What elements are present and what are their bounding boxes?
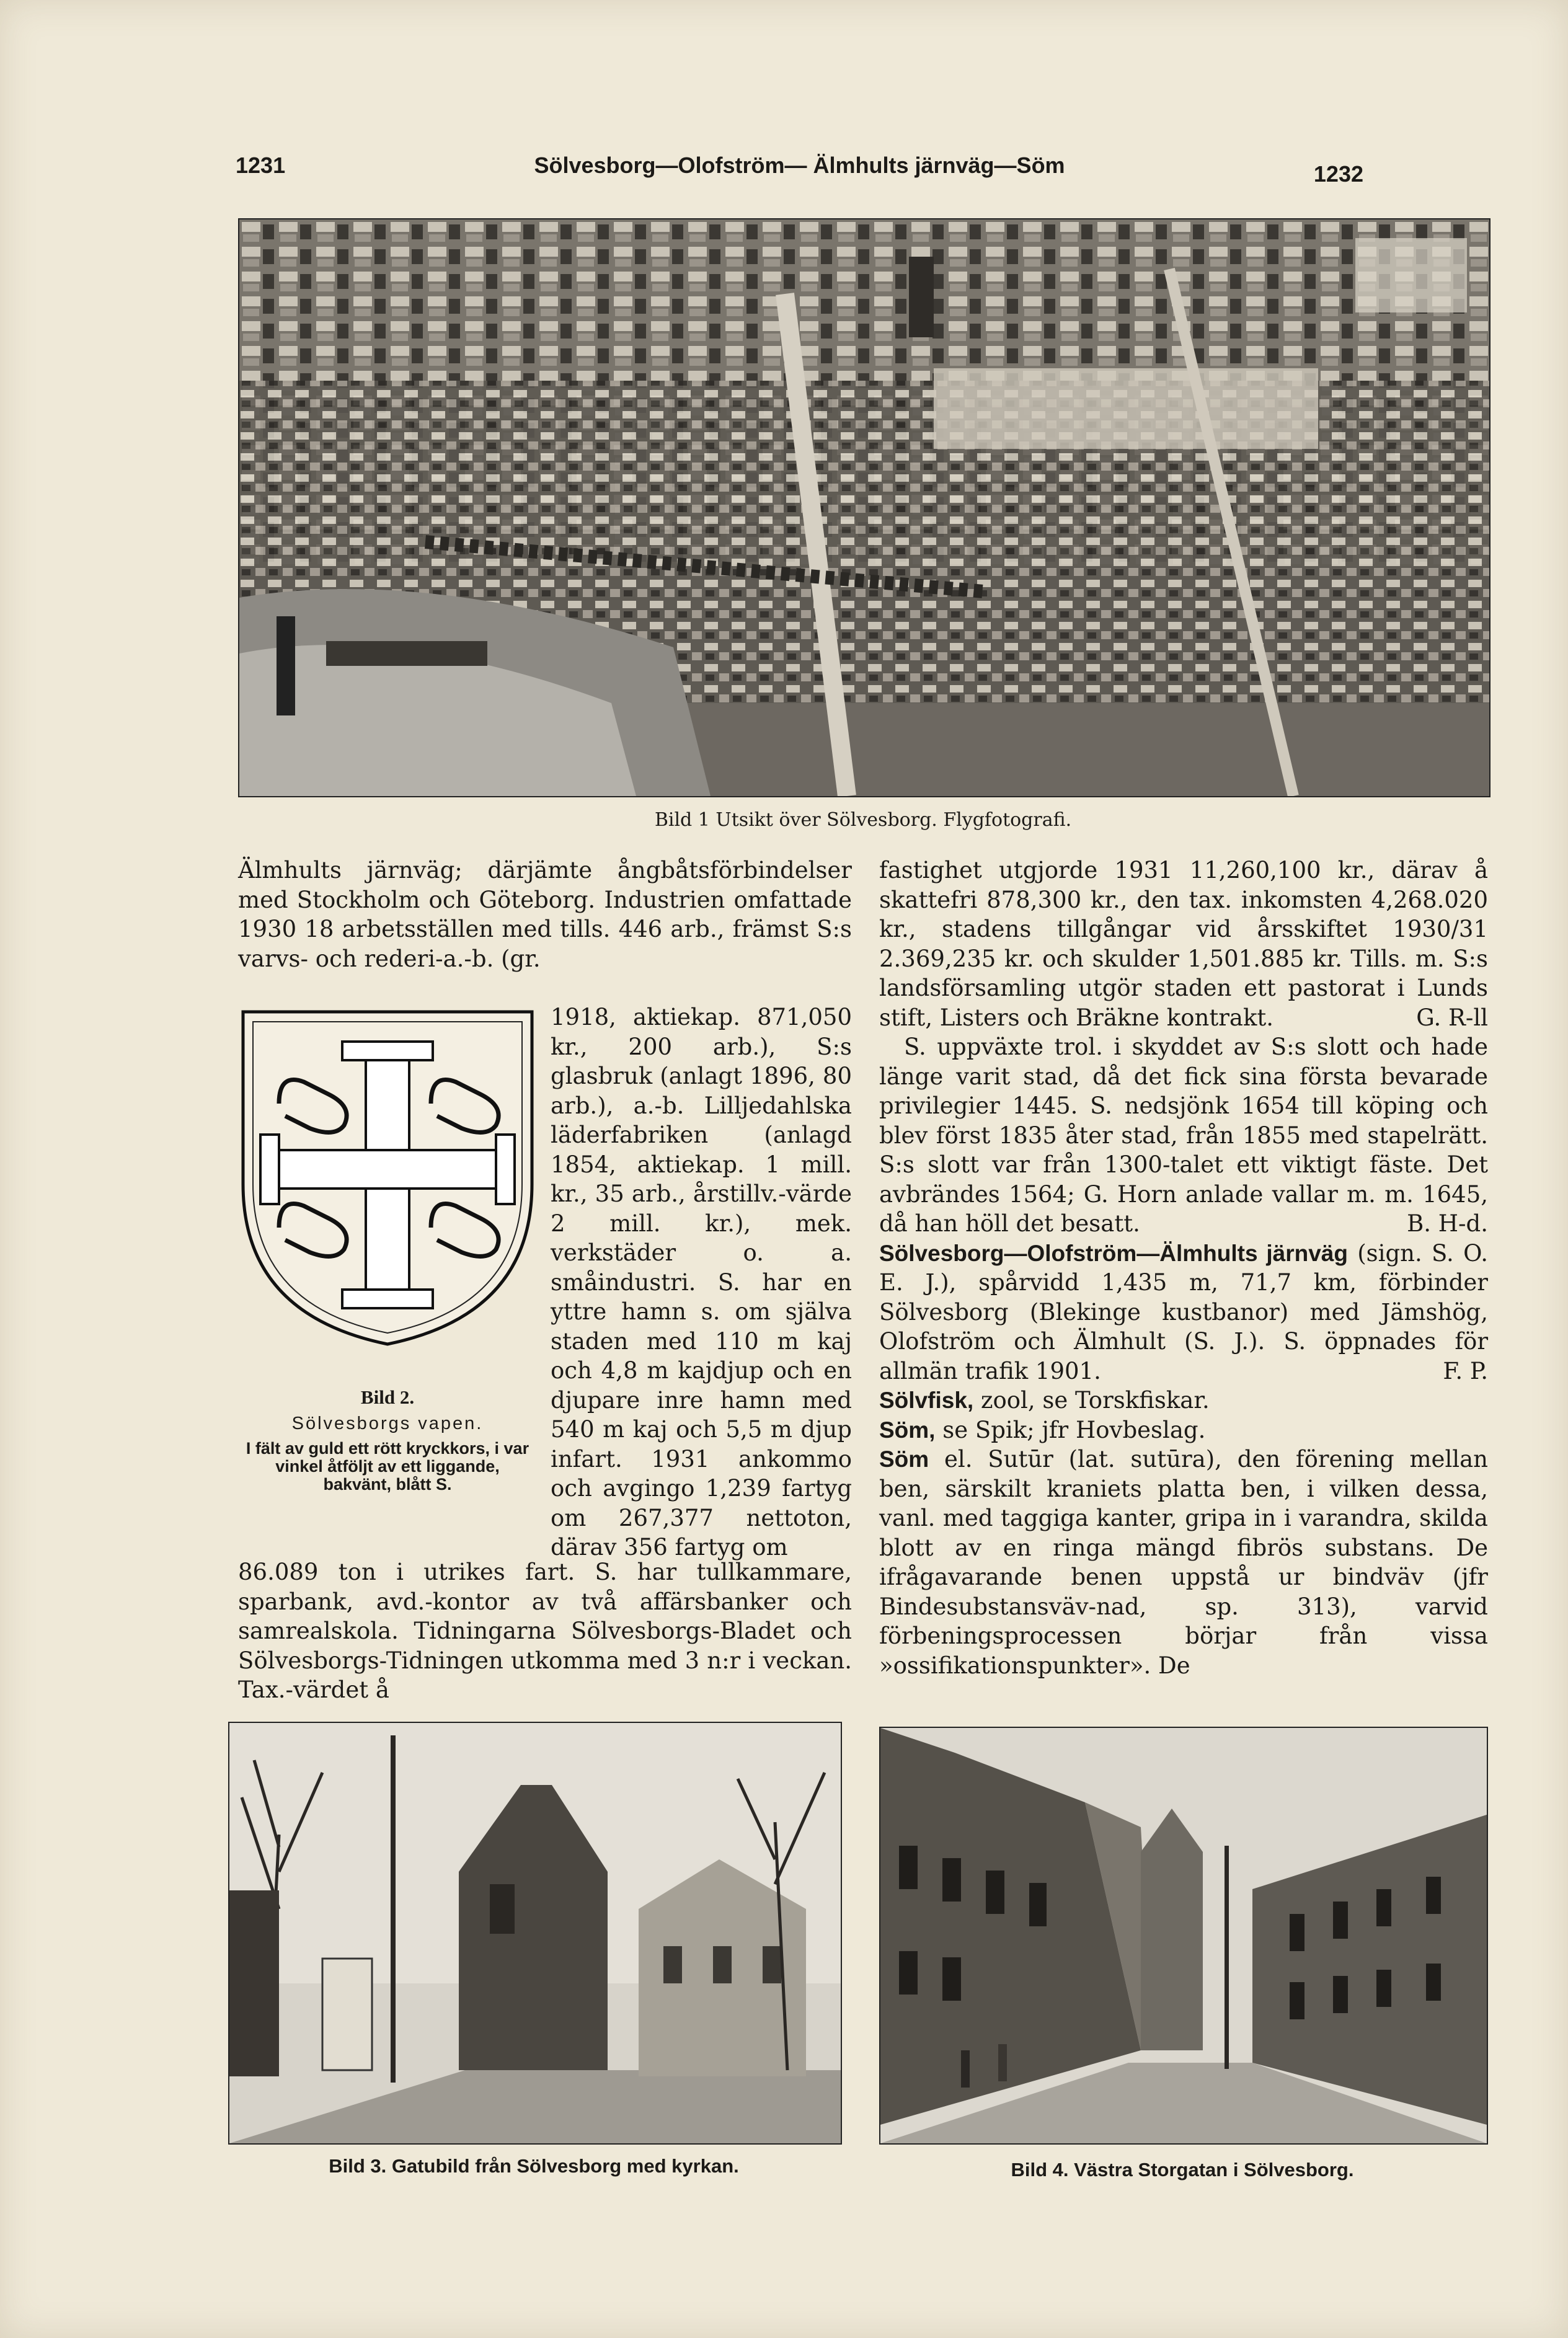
entry-solvfisk-text: zool, se Torskfiskar. (980, 1387, 1210, 1414)
page-number-right: 1232 (1313, 161, 1363, 187)
left-column-top (238, 856, 852, 973)
left-column-wrap (551, 1003, 852, 1562)
vastra-storgatan-photo (879, 1727, 1488, 2145)
entry-som-1 (879, 1415, 1488, 1445)
entry-railway (879, 1239, 1488, 1386)
bild2-label: Bild 2. (360, 1386, 415, 1408)
right-p2-text: S. uppväxte trol. i skyddet av S:s slott och hade länge varit stad, då det fick sina första bevarade privilegier 1445. S. nedsjönk 1654 till köping och blev först 1835 åter stad, från 1855 med stapelrätt. S:s slott var från 1300-talet ett viktigt fäste. Det avbrändes 1564; G. Horn anlade vallar m. m. 1645, då han höll det besatt. (879, 1034, 1488, 1237)
signature-gr: G. R-ll (1416, 1004, 1488, 1031)
entry-solvfisk (879, 1386, 1488, 1415)
left-text-bottom: 86.089 ton i utrikes fart. S. har tullkammare, sparbank, avd.-kontor av två affärsbanker och samrealskola. Tidningarna Sölvesborgs-Bladet och Sölvesborgs-Tidningen utkomma med 3 n:r i veckan. Tax.-värdet å (238, 1559, 852, 1703)
entry-railway-head: Sölvesborg—Olofström—Älmhults järnväg (879, 1240, 1348, 1266)
aerial-photo (238, 218, 1490, 797)
entry-som-1-text: se Spik; jfr Hovbeslag. (942, 1416, 1206, 1443)
entry-som-2-text: el. Sutūr (lat. sutūra), den förening mellan ben, särskilt kraniets platta ben, i vilken dessa, vanl. med taggiga kanter, gripa in i varandra, skilda blott av en ringa mängd fibrös substans. De ifrågavarande benen uppstå ur bindväv (jfr Bindesubstansväv-nad, sp. 313), varvid förbeningsprocessen börjar från vissa »ossifikationspunkter». De (879, 1446, 1488, 1679)
page-number-left: 1231 (236, 153, 286, 178)
coat-of-arms (236, 1004, 539, 1432)
running-header (236, 148, 1363, 191)
entry-railway-text: (sign. S. O. E. J.), spårvidd 1,435 m, 71,7 km, förbinder Sölvesborg (Blekinge kustbanor) med Jämshög, Olofström och Älmhult (S. J.). S. öppnades för allmän trafik 1901. (879, 1239, 1488, 1384)
bild2-title: Sölvesborgs vapen. (291, 1414, 484, 1433)
signature-fp: F. P. (1443, 1357, 1488, 1384)
left-text-wrap: 1918, aktiekap. 871,050 kr., 200 arb.), S:s glasbruk (anlagt 1896, 80 arb.), a.-b. Lilljedahlska läderfabriken (anlagd 1854, aktiekap. 1 mill. kr., 35 arb., årstillv.-värde 2 mill. kr.), mek. verkstäder o. a. småindustri. S. har en yttre hamn s. om själva staden med 110 m kaj och 4,8 m kajdjup och en djupare inre hamn med 540 m kaj och 5,5 m djup infart. 1931 ankommo och avgingo 1,239 fartyg om 267,377 nettoton, därav 356 fartyg om (551, 1004, 852, 1561)
entry-som-2-head: Söm (879, 1446, 929, 1472)
entry-som-1-head: Söm, (879, 1417, 936, 1443)
street-church-photo (228, 1722, 842, 2145)
signature-bh: B. H-d. (1407, 1210, 1488, 1237)
bild1-caption: Bild 1 Utsikt över Sölvesborg. Flygfotografi. (654, 809, 1072, 831)
bild4-caption: Bild 4. Västra Storgatan i Sölvesborg. (1011, 2159, 1354, 2181)
left-column-bottom (238, 1557, 852, 1705)
page-title: Sölvesborg—Olofström— Älmhults järnväg—Söm (534, 153, 1065, 178)
bild3-caption: Bild 3. Gatubild från Sölvesborg med kyrkan. (329, 2155, 739, 2177)
bild2-description: I fält av guld ett rött kryckkors, i var vinkel åtföljt av ett liggande, bakvänt, blått S. (246, 1439, 529, 1494)
sölvesborg-shield-icon (236, 1004, 539, 1352)
entry-som-2 (879, 1445, 1488, 1680)
right-p1-text: fastighet utgjorde 1931 11,260,100 kr., därav å skattefri 878,300 kr., den tax. inkomsten 4,268.020 kr., stadens tillgångar vid årsskiftet 1930/31 2.369,235 kr. och skulder 1,501.885 kr. Tills. m. S:s landsförsamling utgör staden ett pastorat i Lunds stift, Listers och Bräkne kontrakt. (879, 857, 1488, 1031)
entry-solvfisk-head: Sölvfisk, (879, 1388, 974, 1413)
left-text-top: Älmhults järnväg; därjämte ångbåtsförbindelser med Stockholm och Göteborg. Industrien omfattade 1930 18 arbetsställen med tills. 446 arb., främst S:s varvs- och rederi-a.-b. (gr. (238, 857, 852, 972)
right-paragraph-2 (879, 1032, 1488, 1239)
right-column (879, 856, 1488, 1680)
right-paragraph-1 (879, 856, 1488, 1032)
